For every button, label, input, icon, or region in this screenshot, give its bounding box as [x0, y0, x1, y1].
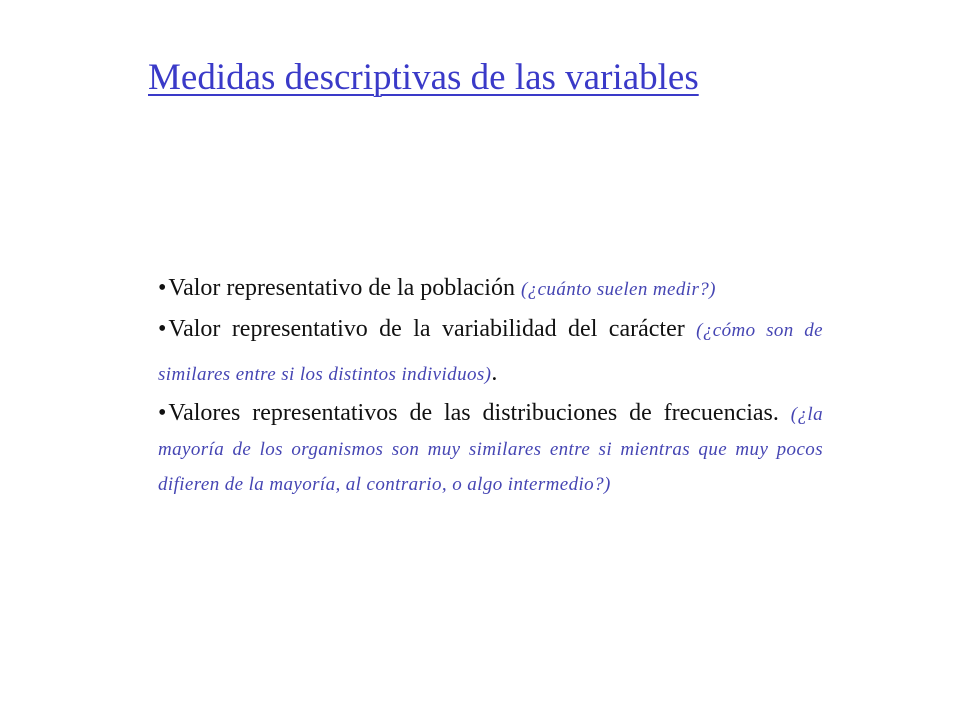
bullet-item-variability — [158, 308, 823, 396]
bullet-note: (¿cómo son de similares entre si los distintos individuos) — [158, 320, 824, 385]
bullet-item-population — [158, 272, 823, 306]
bullet-note: (¿la mayoría de los organismos son muy similares entre si mientras que muy pocos difieren de la mayoría, al contrario, o algo intermedio?) — [158, 404, 824, 495]
bullet-main-text: Valor representativo de la población — [168, 275, 515, 301]
bullet-main-text: Valores representativos de las distribuciones de frecuencias. — [168, 400, 779, 426]
slide-title: Medidas descriptivas de las variables — [148, 57, 699, 98]
bullet-marker: • — [158, 316, 167, 342]
bullet-marker: • — [158, 400, 167, 426]
bullet-main-text: Valor representativo de la variabilidad del carácter — [168, 316, 685, 342]
bullet-marker: • — [158, 275, 167, 301]
bullet-item-distributions — [158, 396, 823, 501]
bullet-list — [158, 272, 823, 501]
bullet-note: (¿cuánto suelen medir?) — [520, 279, 716, 300]
bullet-tail: . — [491, 360, 498, 386]
